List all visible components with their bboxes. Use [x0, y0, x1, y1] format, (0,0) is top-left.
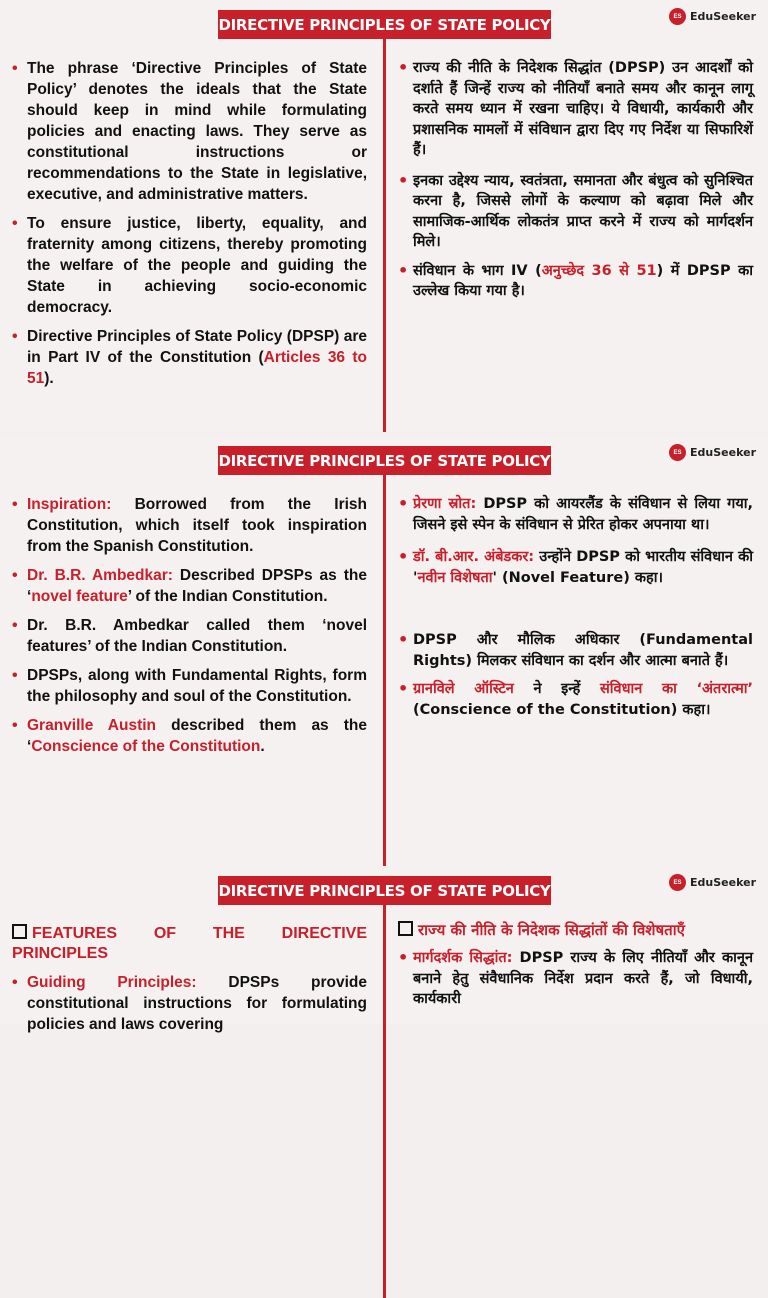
bullet-item: • डॉ. बी.आर. अंबेडकर: उन्होंने DPSP को भारतीय संविधान की 'नवीन विशेषता' (Novel Feature) कहा।	[398, 547, 753, 588]
slide-title: DIRECTIVE PRINCIPLES OF STATE POLICY	[218, 10, 551, 39]
logo-text: EduSeeker	[690, 446, 756, 459]
bullet-item: • ग्रानविले ऑस्टिन ने इन्हें संविधान का ‘अंतरात्मा’ (Conscience of the Constitution) कहा।	[398, 679, 753, 720]
bullet-item: • Dr. B.R. Ambedkar called them ‘novel features’ of the Indian Constitution.	[12, 615, 367, 657]
bullet-item: • Dr. B.R. Ambedkar: Described DPSPs as the ‘novel feature’ of the Indian Constitution.	[12, 565, 367, 607]
hindi-column	[398, 494, 753, 728]
english-column	[12, 58, 367, 397]
features-heading: FEATURES OF THE DIRECTIVE PRINCIPLES	[12, 925, 367, 962]
slide-3	[0, 866, 768, 1033]
slide-1	[0, 0, 768, 432]
checkbox-icon	[398, 921, 413, 936]
hindi-column	[398, 920, 753, 1018]
bullet-item: • Directive Principles of State Policy (DPSP) are in Part IV of the Constitution (Articles 36 to 51).	[12, 326, 367, 389]
logo-icon: ES	[669, 444, 686, 461]
logo-icon: ES	[669, 8, 686, 25]
bullet-item: • प्रेरणा स्रोत: DPSP को आयरलैंड के संविधान से लिया गया, जिसने इसे स्पेन के संविधान से प्रेरित होकर अपनाया था।	[398, 494, 753, 535]
slide-title: DIRECTIVE PRINCIPLES OF STATE POLICY	[218, 446, 551, 475]
column-divider	[383, 905, 386, 1298]
bullet-item: • Granville Austin described them as the ‘Conscience of the Constitution.	[12, 715, 367, 757]
features-heading: राज्य की नीति के निदेशक सिद्धांतों की विशेषताएँ	[398, 920, 753, 940]
slide-2	[0, 436, 768, 868]
slide-title: DIRECTIVE PRINCIPLES OF STATE POLICY	[218, 876, 551, 905]
bullet-item: • इनका उद्देश्य न्याय, स्वतंत्रता, समानता और बंधुत्व को सुनिश्चित करना है, जिससे लोगों के कल्याण को बढ़ावा मिले और सामाजिक-आर्थिक लोकतंत्र प्राप्त करने में राज्य को मार्गदर्शन मिले।	[398, 171, 753, 253]
bullet-item: • Guiding Principles: DPSPs provide constitutional instructions for formulating policies and laws covering	[12, 972, 367, 1035]
column-divider	[383, 475, 386, 868]
bullet-item: • The phrase ‘Directive Principles of State Policy’ denotes the ideals that the State should keep in mind while formulating policies and enacting laws. They serve as constitutional instructions or recommendations to the State in legislative, executive, and administrative matters.	[12, 58, 367, 205]
column-divider	[383, 39, 386, 432]
articles-highlight: अनुच्छेद 36 से 51	[541, 262, 657, 279]
hindi-column	[398, 58, 753, 310]
eduseeker-logo	[669, 8, 756, 25]
logo-text: EduSeeker	[690, 876, 756, 889]
bullet-item: • मार्गदर्शक सिद्धांत: DPSP राज्य के लिए नीतियाँ और कानून बनाने हेतु संवैधानिक निर्देश प्रदान करते हैं, जो विधायी, कार्यकारी	[398, 948, 753, 1010]
logo-icon: ES	[669, 874, 686, 891]
english-column	[12, 494, 367, 765]
checkbox-icon	[12, 924, 27, 939]
eduseeker-logo	[669, 444, 756, 461]
bullet-item: • DPSP और मौलिक अधिकार (Fundamental Rights) मिलकर संविधान का दर्शन और आत्मा बनाते हैं।	[398, 630, 753, 671]
bullet-item: • राज्य की नीति के निदेशक सिद्धांत (DPSP) उन आदर्शों को दर्शाते हैं जिन्हें राज्य को नीतियाँ बनाते समय और कानून लागू करते समय ध्यान में रखना चाहिए। ये विधायी, कार्यकारी और प्रशासनिक मामलों में संविधान द्वारा दिए गए निर्देश या सिफारिशें हैं।	[398, 58, 753, 161]
bullet-item: • संविधान के भाग IV (अनुच्छेद 36 से 51) में DPSP का उल्लेख किया गया है।	[398, 261, 753, 302]
articles-highlight: Articles 36 to 51	[27, 349, 367, 387]
logo-text: EduSeeker	[690, 10, 756, 23]
bullet-item: • Inspiration: Borrowed from the Irish Constitution, which itself took inspiration from the Spanish Constitution.	[12, 494, 367, 557]
bullet-item: • To ensure justice, liberty, equality, and fraternity among citizens, thereby promoting the welfare of the people and guiding the State in achieving socio-economic democracy.	[12, 213, 367, 318]
bullet-item: • DPSPs, along with Fundamental Rights, form the philosophy and soul of the Constitution.	[12, 665, 367, 707]
english-column	[12, 924, 367, 1043]
eduseeker-logo	[669, 874, 756, 891]
